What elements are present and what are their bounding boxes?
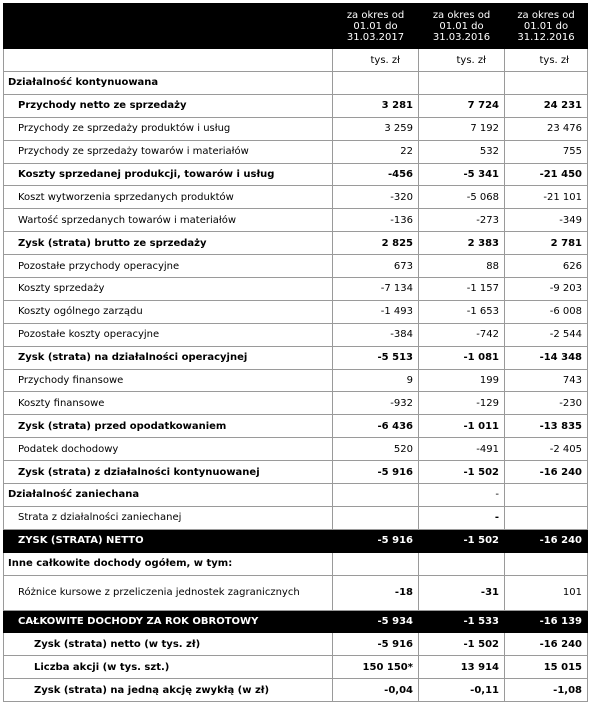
table-row — [4, 575, 588, 610]
cell-value: -21 101 — [505, 186, 588, 209]
cell-value: -5 068 — [419, 186, 505, 209]
cell-value: -0,04 — [333, 679, 419, 702]
cell-value: 755 — [505, 140, 588, 163]
cell-value: -1 502 — [419, 529, 505, 552]
cell-value: 199 — [419, 369, 505, 392]
row-label: Zysk (strata) netto (w tys. zł) — [4, 633, 333, 656]
table-row — [4, 392, 588, 415]
table-row — [4, 140, 588, 163]
row-label: Inne całkowite dochody ogółem, w tym: — [4, 552, 333, 575]
cell-value — [333, 484, 419, 507]
cell-value: 88 — [419, 255, 505, 278]
row-label: Przychody netto ze sprzedaży — [4, 94, 333, 117]
table-row — [4, 633, 588, 656]
row-label: Pozostałe przychody operacyjne — [4, 255, 333, 278]
net-profit-row — [4, 529, 588, 552]
cell-value: -5 916 — [333, 633, 419, 656]
cell-value: 626 — [505, 255, 588, 278]
cell-value: -1,08 — [505, 679, 588, 702]
cell-value: -1 502 — [419, 633, 505, 656]
cell-value: 150 150* — [333, 656, 419, 679]
row-label: Koszty ogólnego zarządu — [4, 300, 333, 323]
table-row — [4, 415, 588, 438]
row-label: Działalność kontynuowana — [4, 72, 333, 95]
header-period-1: za okres od 01.01 do 31.03.2017 — [333, 4, 419, 49]
cell-value: -5 934 — [333, 610, 419, 633]
row-label: Przychody ze sprzedaży towarów i materiałów — [4, 140, 333, 163]
row-label: Zysk (strata) brutto ze sprzedaży — [4, 232, 333, 255]
cell-value: 24 231 — [505, 94, 588, 117]
row-label: Zysk (strata) na jedną akcję zwykłą (w zł) — [4, 679, 333, 702]
cell-value: -2 544 — [505, 323, 588, 346]
row-label: ZYSK (STRATA) NETTO — [4, 529, 333, 552]
cell-value: -136 — [333, 209, 419, 232]
cell-value: -129 — [419, 392, 505, 415]
table-row — [4, 323, 588, 346]
cell-value — [505, 484, 588, 507]
cell-value: -1 502 — [419, 461, 505, 484]
cell-value: 7 192 — [419, 117, 505, 140]
cell-value: -16 240 — [505, 633, 588, 656]
cell-value: -1 653 — [419, 300, 505, 323]
table-row — [4, 94, 588, 117]
row-label: Przychody ze sprzedaży produktów i usług — [4, 117, 333, 140]
unit-cell: tys. zł — [419, 49, 505, 72]
row-label: Wartość sprzedanych towarów i materiałów — [4, 209, 333, 232]
table-row — [4, 369, 588, 392]
cell-value: 23 476 — [505, 117, 588, 140]
cell-value: -2 405 — [505, 438, 588, 461]
row-label: Strata z działalności zaniechanej — [4, 506, 333, 529]
row-label: Koszty finansowe — [4, 392, 333, 415]
row-label: Koszt wytworzenia sprzedanych produktów — [4, 186, 333, 209]
table-row — [4, 117, 588, 140]
cell-value: -6 436 — [333, 415, 419, 438]
cell-value: 2 781 — [505, 232, 588, 255]
table-row — [4, 163, 588, 186]
row-label: Podatek dochodowy — [4, 438, 333, 461]
cell-value: 673 — [333, 255, 419, 278]
cell-value: 2 383 — [419, 232, 505, 255]
table-row — [4, 232, 588, 255]
cell-value — [419, 72, 505, 95]
cell-value: -1 533 — [419, 610, 505, 633]
cell-value: -31 — [419, 575, 505, 610]
income-statement-sheet — [3, 3, 587, 702]
header-blank-cell — [4, 4, 333, 49]
total-comprehensive-income-row — [4, 610, 588, 633]
section-continuing-operations — [4, 72, 588, 95]
cell-value: 15 015 — [505, 656, 588, 679]
cell-value: -5 341 — [419, 163, 505, 186]
table-row — [4, 209, 588, 232]
cell-value: -1 081 — [419, 346, 505, 369]
cell-value: -21 450 — [505, 163, 588, 186]
cell-value: 2 825 — [333, 232, 419, 255]
cell-value — [505, 552, 588, 575]
row-label: CAŁKOWITE DOCHODY ZA ROK OBROTOWY — [4, 610, 333, 633]
cell-value: -5 916 — [333, 529, 419, 552]
section-discontinued-operations — [4, 484, 588, 507]
cell-value: 520 — [333, 438, 419, 461]
row-label: Przychody finansowe — [4, 369, 333, 392]
cell-value: - — [419, 484, 505, 507]
cell-value: -742 — [419, 323, 505, 346]
cell-value — [505, 72, 588, 95]
cell-value: -230 — [505, 392, 588, 415]
cell-value: -14 348 — [505, 346, 588, 369]
cell-value: -16 240 — [505, 461, 588, 484]
table-row — [4, 278, 588, 301]
cell-value: 532 — [419, 140, 505, 163]
cell-value: -456 — [333, 163, 419, 186]
header-row — [4, 4, 588, 49]
cell-value: -6 008 — [505, 300, 588, 323]
table-row — [4, 255, 588, 278]
row-label: Koszty sprzedanej produkcji, towarów i usług — [4, 163, 333, 186]
cell-value: -1 157 — [419, 278, 505, 301]
cell-value: -13 835 — [505, 415, 588, 438]
income-statement-table — [3, 3, 588, 702]
row-label: Liczba akcji (w tys. szt.) — [4, 656, 333, 679]
table-row — [4, 438, 588, 461]
unit-row — [4, 49, 588, 72]
cell-value: 3 281 — [333, 94, 419, 117]
cell-value — [419, 552, 505, 575]
row-label: Zysk (strata) na działalności operacyjnej — [4, 346, 333, 369]
header-period-2: za okres od 01.01 do 31.03.2016 — [419, 4, 505, 49]
cell-value: -18 — [333, 575, 419, 610]
cell-value — [505, 506, 588, 529]
unit-cell: tys. zł — [505, 49, 588, 72]
cell-value: -16 240 — [505, 529, 588, 552]
cell-value: -349 — [505, 209, 588, 232]
cell-value: -9 203 — [505, 278, 588, 301]
cell-value: -16 139 — [505, 610, 588, 633]
cell-value — [333, 72, 419, 95]
table-row — [4, 346, 588, 369]
cell-value: -1 011 — [419, 415, 505, 438]
header-period-3: za okres od 01.01 do 31.12.2016 — [505, 4, 588, 49]
cell-value: -932 — [333, 392, 419, 415]
row-label: Zysk (strata) przed opodatkowaniem — [4, 415, 333, 438]
cell-value — [333, 506, 419, 529]
cell-value: -273 — [419, 209, 505, 232]
section-other-comprehensive-income — [4, 552, 588, 575]
cell-value: -7 134 — [333, 278, 419, 301]
row-label: Pozostałe koszty operacyjne — [4, 323, 333, 346]
cell-value: - — [419, 506, 505, 529]
row-label: Koszty sprzedaży — [4, 278, 333, 301]
unit-blank-cell — [4, 49, 333, 72]
row-label: Różnice kursowe z przeliczenia jednostek zagranicznych — [4, 575, 333, 610]
table-row — [4, 679, 588, 702]
cell-value: -0,11 — [419, 679, 505, 702]
row-label: Działalność zaniechana — [4, 484, 333, 507]
unit-cell: tys. zł — [333, 49, 419, 72]
cell-value: 9 — [333, 369, 419, 392]
cell-value: -5 513 — [333, 346, 419, 369]
cell-value: 3 259 — [333, 117, 419, 140]
table-row — [4, 506, 588, 529]
cell-value: 7 724 — [419, 94, 505, 117]
table-row — [4, 300, 588, 323]
cell-value: -491 — [419, 438, 505, 461]
cell-value: -320 — [333, 186, 419, 209]
table-row — [4, 656, 588, 679]
cell-value: -5 916 — [333, 461, 419, 484]
row-label: Zysk (strata) z działalności kontynuowanej — [4, 461, 333, 484]
cell-value: -1 493 — [333, 300, 419, 323]
cell-value — [333, 552, 419, 575]
cell-value: 22 — [333, 140, 419, 163]
cell-value: 101 — [505, 575, 588, 610]
table-row — [4, 186, 588, 209]
cell-value: -384 — [333, 323, 419, 346]
cell-value: 13 914 — [419, 656, 505, 679]
table-row — [4, 461, 588, 484]
cell-value: 743 — [505, 369, 588, 392]
